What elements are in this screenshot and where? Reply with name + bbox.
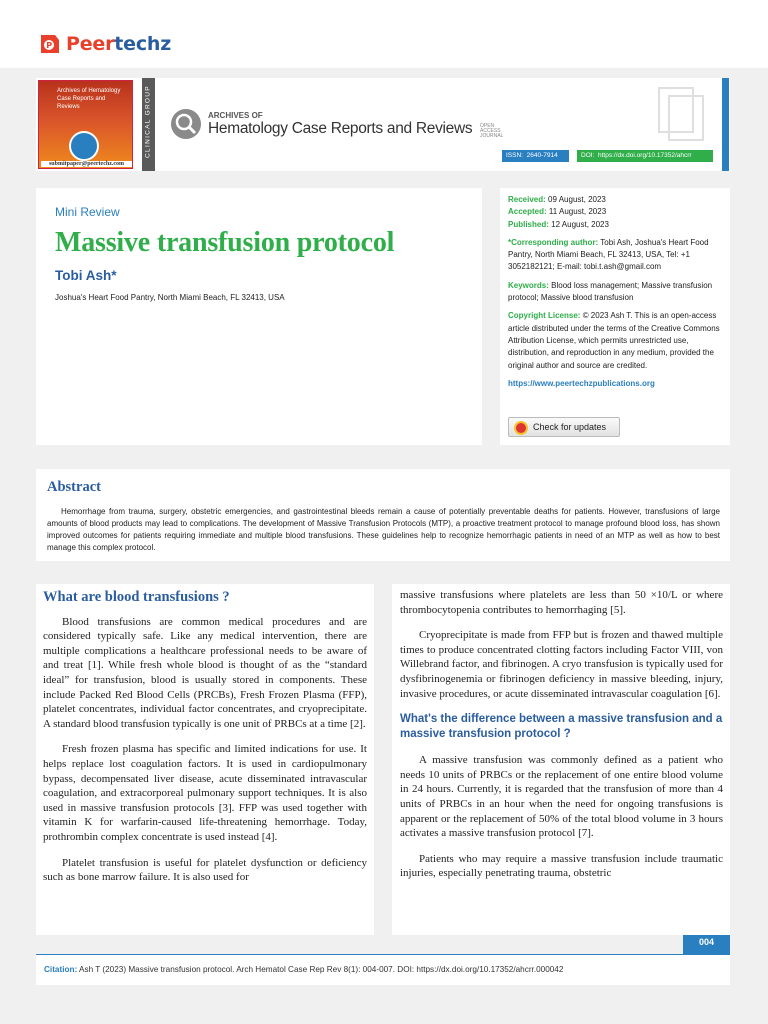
- corresponding-label: *Corresponding author:: [508, 237, 599, 247]
- papers-decoration-icon: [651, 84, 711, 144]
- license-label: Copyright License:: [508, 311, 581, 321]
- brand-part-1: Peer: [66, 33, 115, 55]
- published-date: 12 August, 2023: [551, 219, 609, 229]
- body-paragraph: Cryoprecipitate is made from FFP but is frozen and thawed multiple times to produce concentrated clotting factors including Factor VIII, von Willebrand factor, and fibrinogen. A cryo transfusion is typically used for dysfibrinogenemia or fibrinogen deficiency in massive bleeding, injury, invasive procedures, or acute disseminated intravascular coagulation [6].: [400, 629, 723, 700]
- publisher-logo[interactable]: [38, 32, 171, 56]
- clinical-group-label: CLINICAL GROUP: [144, 85, 152, 158]
- banner-accent-bar: [722, 78, 729, 171]
- body-paragraph: A massive transfusion was commonly defined as a patient who needs 10 units of PRBCs or the replacement of one entire blood volume in 24 hours. Currently, it is regarded that the transfusion of more than 4 units of PRBCs in an hour when the need for ongoing transfusions is apparent or the replacement of 50% of the total blood volume in 3 hours activates a massive transfusion protocol [7].: [400, 754, 723, 840]
- body-paragraph: Platelet transfusion is useful for platelet dysfunction or deficiency such as bone marrow failure. It is also used for: [43, 856, 367, 884]
- journal-name: Hematology Case Reports and Reviews: [208, 120, 473, 137]
- open-access-mark: OPEN ACCESS JOURNAL: [480, 123, 504, 139]
- keywords: [508, 280, 723, 305]
- title-block: [36, 188, 482, 445]
- cover-email: submitpaper@peertechz.com: [41, 161, 132, 167]
- issn-badge: [502, 150, 569, 162]
- citation-text: Ash T (2023) Massive transfusion protocol. Arch Hematol Case Rep Rev 8(1): 004-007. DOI: https://dx.doi.org/10.17352/ahcrr.000042: [79, 965, 564, 974]
- page-number: 004: [683, 935, 730, 954]
- doi-value: https://dx.doi.org/10.17352/ahcrr: [598, 152, 692, 159]
- body-paragraph: Patients who may require a massive transfusion include traumatic injuries, especially penetrating trauma, obstetric: [400, 852, 723, 880]
- doi-label: DOI:: [581, 152, 595, 159]
- received-label: Received:: [508, 195, 546, 204]
- brand-part-2: techz: [114, 33, 172, 55]
- body-paragraph: Blood transfusions are common medical procedures and are considered typically safe. Like any medical intervention, there are multiple complications a healthcare professional needs to be aware of and treat [1]. While fresh whole blood is thought of as the “standard ideal” for transfusion, blood is usually stored in components. These include Packed Red Blood Cells (PRCBs), Fresh Frozen Plasma (FFP), platelet concentrates, individual factor concentrates, and cryoprecipitate. A standard blood transfusion typically is one unit of PRBCs at a time [2].: [43, 615, 367, 730]
- journal-prefix: ARCHIVES OF: [208, 111, 263, 120]
- article-author: Tobi Ash*: [55, 268, 117, 283]
- dates: [508, 194, 723, 231]
- published-label: Published:: [508, 219, 549, 229]
- corresponding-text: Tobi Ash, Joshua's Heart Food Pantry, North Miami Beach, FL 32413, USA, Tel: +1 3052182121; E-mail: tobi.t.ash@gmail.com: [508, 237, 709, 272]
- doi-badge[interactable]: [577, 150, 713, 162]
- page-header: [0, 0, 768, 68]
- article-type: Mini Review: [55, 205, 120, 219]
- body-column-left: [36, 584, 374, 935]
- cover-emblem-icon: [69, 131, 99, 161]
- check-for-updates-label: Check for updates: [533, 421, 607, 432]
- subsection-heading: What's the difference between a massive transfusion and a massive transfusion protocol ?: [400, 713, 723, 740]
- received-date: 09 August, 2023: [548, 195, 606, 204]
- publisher-url-row: [508, 378, 723, 390]
- body-paragraph: Fresh frozen plasma has specific and limited indications for use. It helps replace lost coagulation factors. It is used in cardiopulmonary bypass, decompensated liver disease, acute disseminated intravascular coagulation, and extracorporeal pulmonary support techniques. It is also used in massive transfusion protocols [3]. FFP was used together with vitamin K for warfarin-caused life-threatening hemorrhage. Today, prothrombin complex concentrate is used instead [4].: [43, 743, 367, 843]
- journal-magnifier-icon: [170, 108, 202, 140]
- peertechz-logo-icon: [38, 32, 62, 56]
- license-text: © 2023 Ash T. This is an open-access article distributed under the terms of the Creative Commons Attribution License, which permits unrestricted use, distribution, and reproduction in any medium, provided the original author and source are credited.: [508, 311, 720, 370]
- check-for-updates-button[interactable]: [508, 417, 620, 437]
- citation-label: Citation:: [44, 965, 78, 974]
- article-title: Massive transfusion protocol: [55, 227, 395, 258]
- abstract-text: Hemorrhage from trauma, surgery, obstetric emergencies, and gastrointestinal bleeds remain a cause of potentially preventable deaths for patients. However, transfusions of large amounts of blood products may lead to complications. The development of Massive Transfusion Protocols (MTP), a proactive treatment protocol to manage profound blood loss, has shown improved outcomes for patients requiring immediate and multiple blood transfusions. These guidelines help to recognize hemorrhagic patients in need of an MTP as well as how to best manage this complex protocol.: [47, 507, 720, 552]
- section-heading: What are blood transfusions ?: [43, 589, 230, 605]
- crossmark-icon: [514, 421, 528, 435]
- keywords-text: Blood loss management; Massive transfusion protocol; Massive blood transfusion: [508, 280, 713, 303]
- author-affiliation: Joshua's Heart Food Pantry, North Miami Beach, FL 32413, USA: [55, 293, 285, 302]
- abstract-heading: Abstract: [47, 479, 101, 495]
- abstract-section: [36, 469, 730, 561]
- citation-footer: [36, 955, 730, 985]
- journal-cover[interactable]: [38, 80, 133, 169]
- copyright-license: [508, 310, 723, 371]
- body-paragraph-continued: massive transfusions where platelets are less than 50 ×10/L or where thrombocytopenia contributes to hemorrhaging [5].: [400, 589, 723, 616]
- journal-banner: [36, 78, 730, 171]
- clinical-group-tab: [142, 78, 155, 171]
- brand-name: [66, 33, 171, 55]
- accepted-label: Accepted:: [508, 207, 547, 217]
- article-info-box: [500, 188, 730, 445]
- body-column-right: [392, 584, 730, 935]
- issn-value: 2640-7914: [526, 152, 558, 159]
- publisher-url-link[interactable]: https://www.peertechzpublications.org: [508, 378, 655, 388]
- accepted-date: 11 August, 2023: [548, 207, 607, 217]
- keywords-label: Keywords:: [508, 280, 549, 290]
- svg-text:P: P: [46, 41, 53, 50]
- corresponding-author: [508, 237, 723, 274]
- cover-title: Archives of Hematology Case Reports and Reviews: [57, 88, 121, 110]
- issn-label: ISSN:: [506, 152, 523, 159]
